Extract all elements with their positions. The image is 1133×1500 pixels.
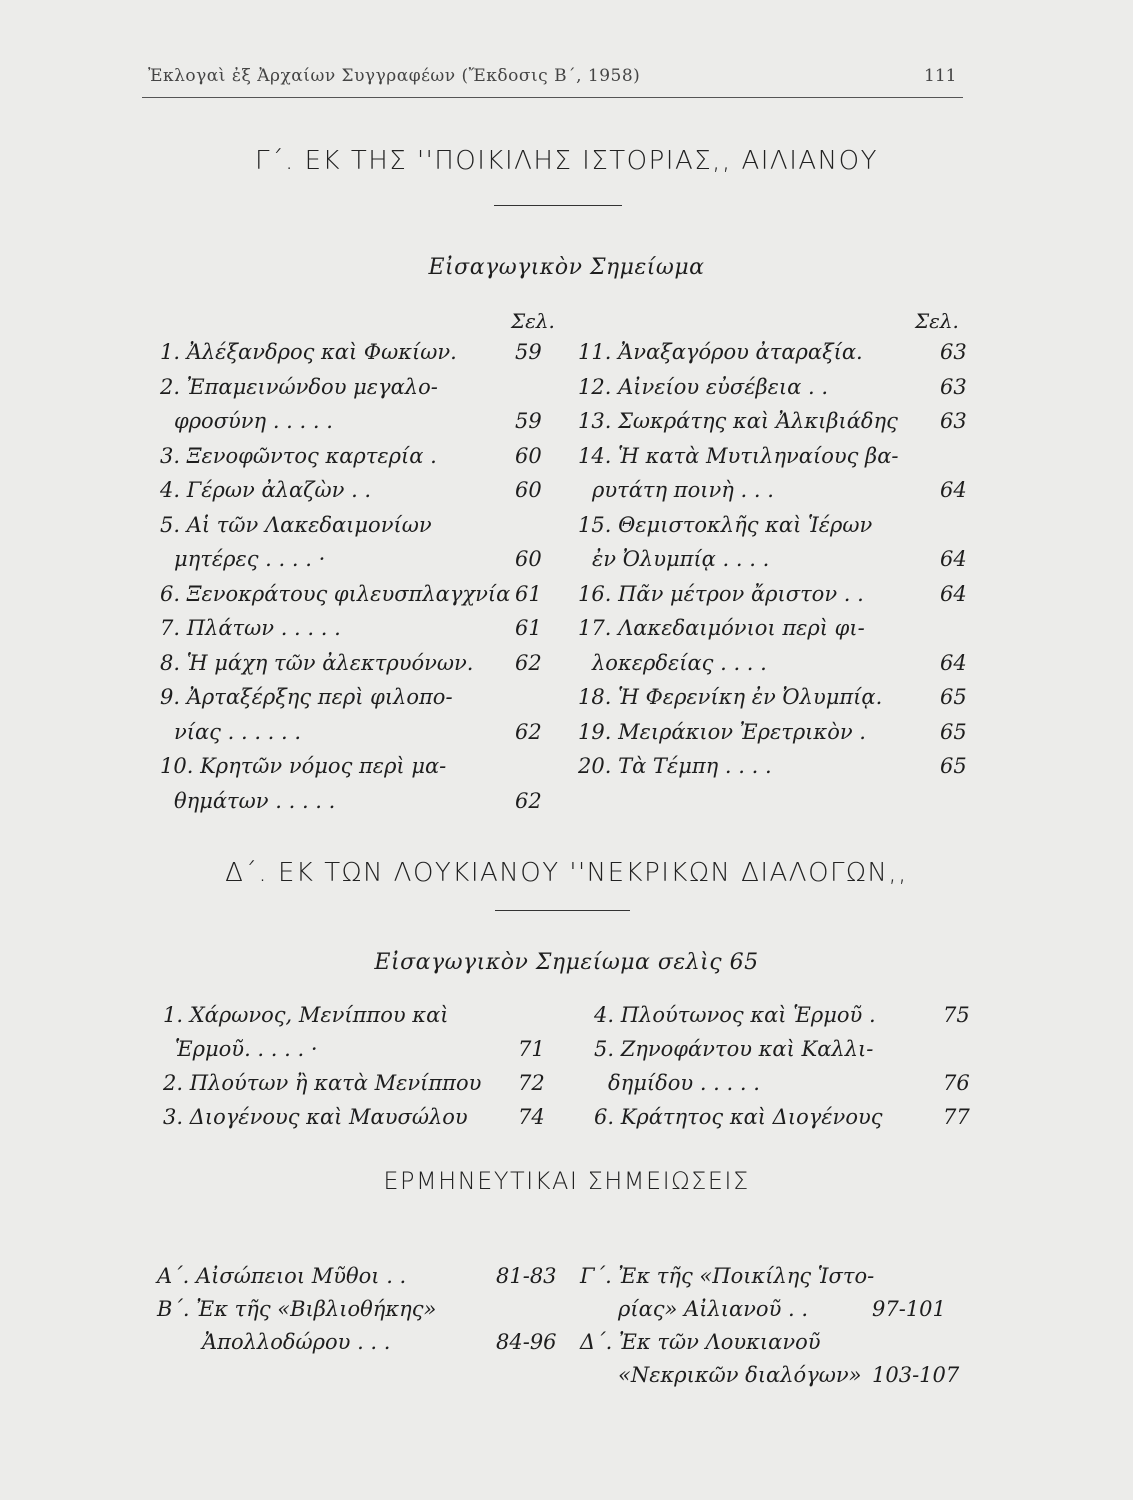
- index-page-ref: 75: [943, 1003, 970, 1027]
- index-page-ref: 60: [515, 478, 542, 502]
- index-page-ref: 64: [940, 581, 967, 606]
- index-entry: 3. Διογένους καὶ Μαυσώλου: [163, 1105, 468, 1129]
- index-entry: 1. Χάρωνος, Μενίππου καὶ: [163, 1003, 449, 1027]
- header-rule: [142, 97, 963, 98]
- section-d-subtitle: Εἰσαγωγικὸν Σημείωμα σελὶς 65: [374, 950, 759, 975]
- index-entry: ρίας» Αἰλιανοῦ . .: [618, 1297, 809, 1321]
- index-entry: 20. Τὰ Τέμπη . . . .: [578, 754, 772, 778]
- page-number: 111: [924, 66, 957, 86]
- index-page-ref: 61: [515, 581, 542, 606]
- index-page-ref: 65: [940, 719, 967, 744]
- index-page-ref: 61: [515, 616, 542, 640]
- index-entry: λοκερδείας . . . .: [592, 650, 767, 675]
- index-entry: 11. Ἀναξαγόρου ἀταραξία.: [578, 340, 863, 364]
- index-page-ref: 64: [940, 478, 967, 502]
- index-page-ref: 72: [518, 1071, 545, 1095]
- index-entry: ρυτάτη ποινὴ . . .: [592, 478, 774, 502]
- index-entry: 7. Πλάτων . . . . .: [160, 616, 341, 640]
- section-c-divider: [494, 205, 622, 206]
- index-entry: 4. Πλούτωνος καὶ Ἑρμοῦ .: [594, 1003, 876, 1027]
- index-entry: 15. Θεμιστοκλῆς καὶ Ἱέρων: [578, 512, 873, 537]
- index-page-ref: 65: [940, 754, 967, 778]
- index-entry: 19. Μειράκιον Ἐρετρικὸν .: [578, 719, 866, 744]
- index-entry: 9. Ἀρταξέρξης περὶ φιλοπο-: [160, 685, 453, 709]
- section-d-divider: [495, 910, 630, 911]
- index-page-ref: 74: [518, 1105, 545, 1129]
- index-page-ref: 59: [515, 340, 542, 364]
- page-label-left: Σελ.: [511, 309, 555, 333]
- index-entry: Β΄. Ἐκ τῆς «Βιβλιοθήκης»: [157, 1297, 437, 1321]
- index-entry: Γ΄. Ἐκ τῆς «Ποικίλης Ἱστο-: [580, 1264, 875, 1288]
- index-page-ref: 63: [940, 409, 967, 433]
- index-entry: 6. Κράτητος καὶ Διογένους: [594, 1105, 883, 1129]
- section-d-title: Δ΄. ΕΚ ΤΩΝ ΛΟΥΚΙΑΝΟΥ ''ΝΕΚΡΙΚΩΝ ΔΙΑΛΟΓΩΝ,,: [225, 858, 908, 888]
- index-entry: 6. Ξενοκράτους φιλευσπλαγχνία: [160, 581, 511, 606]
- index-page-ref: 77: [943, 1105, 970, 1129]
- index-entry: νίας . . . . . .: [174, 719, 302, 744]
- index-entry: «Νεκρικῶν διαλόγων»: [618, 1363, 862, 1387]
- index-page-ref: 63: [940, 374, 967, 399]
- page-label-right: Σελ.: [915, 309, 959, 333]
- index-page-ref: 62: [515, 788, 542, 813]
- index-entry: 5. Ζηνοφάντου καὶ Καλλι-: [594, 1037, 874, 1061]
- index-entry: 2. Ἐπαμεινώνδου μεγαλο-: [160, 374, 438, 399]
- index-page-ref: 71: [518, 1037, 545, 1061]
- index-page-ref: 62: [515, 719, 542, 744]
- index-entry: 5. Αἱ τῶν Λακεδαιμονίων: [160, 512, 432, 537]
- index-entry: 16. Πᾶν μέτρον ἄριστον . .: [578, 581, 864, 606]
- index-page-ref: 76: [943, 1071, 970, 1095]
- index-page-ref: 84-96: [496, 1330, 557, 1354]
- index-page-ref: 64: [940, 547, 967, 571]
- running-title: Ἐκλογαὶ ἐξ Ἀρχαίων Συγγραφέων (Ἔκδοσις Β΄, 1958): [148, 66, 641, 86]
- index-entry: 13. Σωκράτης καὶ Ἀλκιβιάδης: [578, 409, 898, 433]
- index-entry: 2. Πλούτων ἢ κατὰ Μενίππου: [163, 1071, 482, 1095]
- index-entry: 3. Ξενοφῶντος καρτερία .: [160, 443, 437, 468]
- index-entry: θημάτων . . . . .: [174, 788, 336, 813]
- index-entry: Δ΄. Ἐκ τῶν Λουκιανοῦ: [580, 1330, 821, 1354]
- index-entry: 8. Ἡ μάχη τῶν ἀλεκτρυόνων.: [160, 650, 474, 675]
- index-entry: δημίδου . . . . .: [608, 1071, 760, 1095]
- index-entry: 4. Γέρων ἀλαζὼν . .: [160, 478, 372, 502]
- index-entry: 17. Λακεδαιμόνιοι περὶ φι-: [578, 616, 865, 640]
- index-page-ref: 97-101: [872, 1297, 946, 1321]
- index-page-ref: 65: [940, 685, 967, 709]
- index-entry: 18. Ἡ Φερενίκη ἐν Ὀλυμπίᾳ.: [578, 685, 883, 709]
- index-page-ref: 60: [515, 443, 542, 468]
- index-entry: Α΄. Αἰσώπειοι Μῦθοι . .: [157, 1264, 407, 1288]
- index-entry: Ἀπολλοδώρου . . .: [202, 1330, 391, 1354]
- index-page-ref: 81-83: [496, 1264, 557, 1288]
- index-entry: μητέρες . . . . ·: [174, 547, 326, 571]
- section-c-subtitle: Εἰσαγωγικὸν Σημείωμα: [428, 255, 705, 280]
- index-entry: 10. Κρητῶν νόμος περὶ μα-: [160, 754, 447, 778]
- notes-title: ΕΡΜΗΝΕΥΤΙΚΑΙ ΣΗΜΕΙΩΣΕΙΣ: [383, 1167, 750, 1195]
- index-entry: 1. Ἀλέξανδρος καὶ Φωκίων.: [160, 340, 457, 364]
- section-c-title: Γ΄. ΕΚ ΤΗΣ ''ΠΟΙΚΙΛΗΣ ΙΣΤΟΡΙΑΣ,, ΑΙΛΙΑΝΟΥ: [255, 146, 878, 176]
- index-entry: 14. Ἡ κατὰ Μυτιληναίους βα-: [578, 443, 899, 468]
- index-entry: ἐν Ὀλυμπίᾳ . . . .: [592, 547, 770, 571]
- index-page-ref: 63: [940, 340, 967, 364]
- index-entry: φροσύνη . . . . .: [174, 409, 333, 433]
- index-page-ref: 59: [515, 409, 542, 433]
- index-page-ref: 60: [515, 547, 542, 571]
- index-page-ref: 62: [515, 650, 542, 675]
- index-page-ref: 103-107: [872, 1363, 960, 1387]
- index-page-ref: 64: [940, 650, 967, 675]
- index-entry: Ἑρμοῦ. . . . . ·: [175, 1037, 318, 1061]
- index-entry: 12. Αἰνείου εὐσέβεια . .: [578, 374, 828, 399]
